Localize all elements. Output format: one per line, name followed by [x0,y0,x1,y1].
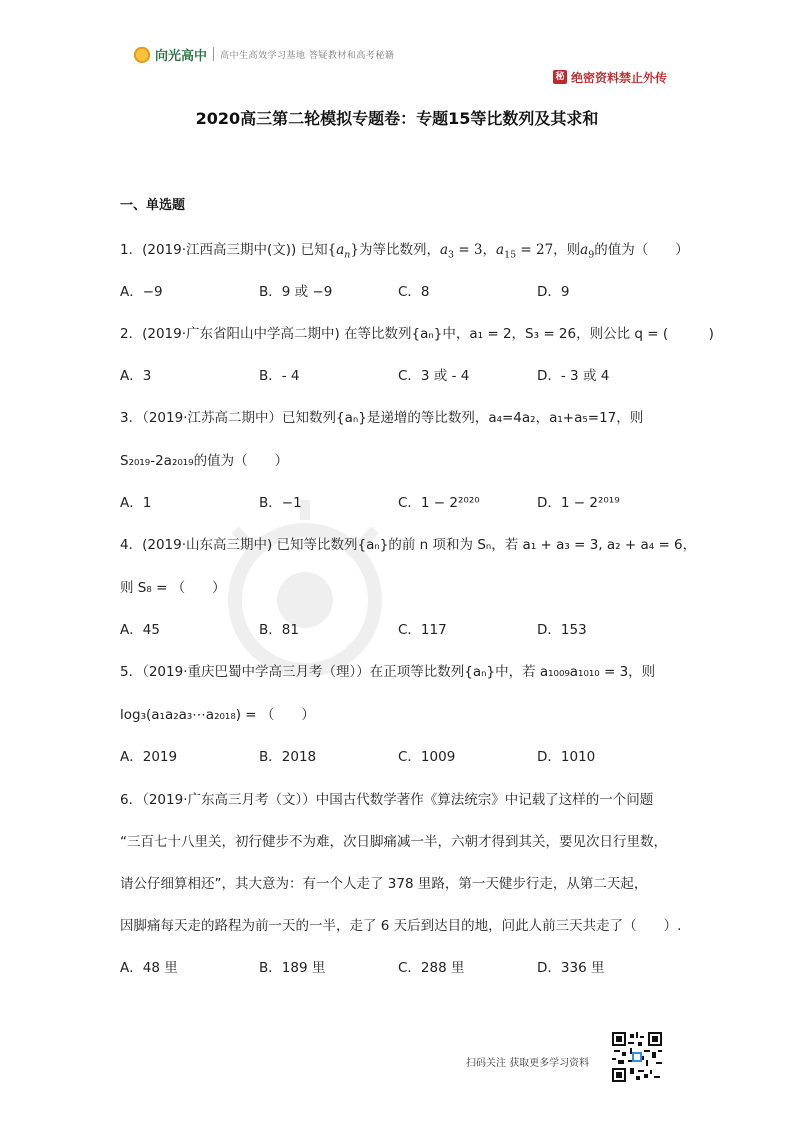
question-1-options [120,280,680,300]
question-6: 6．（2019·广东高三月考（文））中国古代数学著作《算法统宗》中记载了这样的一个问题 [120,792,654,808]
qr-code-icon[interactable] [612,1032,662,1082]
question-5-cont: log₃(a₁a₂a₃⋯a₂₀₁₈) = （ ） [120,707,315,723]
option-b[interactable]: B．189 里 [259,960,326,976]
option-d[interactable]: D．1010 [537,749,596,765]
qr-caption: 扫码关注 获取更多学习资料 [466,1058,590,1069]
question-2: 2．(2019·广东省阳山中学高二期中) 在等比数列{aₙ}中，a₁ = 2，S₃ = 26，则公比 q = ( ) [120,326,714,342]
confidential-text: 绝密资料禁止外传 [571,70,668,85]
document-title: 2020高三第二轮模拟专题卷：专题15等比数列及其求和 [195,109,599,128]
option-c[interactable]: C．288 里 [398,960,465,976]
seal-icon: 秘 [553,70,567,84]
question-4-cont: 则 S₈ = （ ） [120,580,226,596]
question-1: 1．(2019·江西高三期中(文)) 已知$\{a_n\}$为等比数列，$a_3 = 3$，$a_{15} = 27$，则$a_9$的值为（ ） [120,242,689,261]
question-6-options [120,956,680,976]
sun-logo-icon [133,45,151,63]
question-4-options [120,618,680,638]
option-a[interactable]: A．−9 [120,284,163,300]
confidential-badge [553,68,667,86]
option-b[interactable]: B．- 4 [259,368,300,384]
question-3-cont: S₂₀₁₉-2a₂₀₁₉的值为（ ） [120,453,289,469]
question-5: 5．（2019·重庆巴蜀中学高三月考（理））在正项等比数列{aₙ}中，若 a₁₀₀₉a₁₀₁₀ = 3，则 [120,664,656,680]
option-d[interactable]: D．336 里 [537,960,605,976]
option-b[interactable]: B．9 或 −9 [259,284,333,300]
question-2-options [120,364,680,384]
option-b[interactable]: B．81 [259,622,299,638]
option-c[interactable]: C．3 或 - 4 [398,368,470,384]
brand-slogan: 高中生高效学习基地 答疑教材和高考秘籍 [220,50,395,61]
question-6-line2: “三百七十八里关，初行健步不为难，次日脚痛减一半，六朝才得到其关，要见次日行里数， [120,834,667,850]
option-a[interactable]: A．2019 [120,749,178,765]
option-c[interactable]: C．8 [398,284,430,300]
option-a[interactable]: A．1 [120,495,152,511]
option-d[interactable]: D．- 3 或 4 [537,368,610,384]
option-a[interactable]: A．48 里 [120,960,178,976]
section-heading: 一、单选题 [120,198,186,213]
option-b[interactable]: B．−1 [259,495,302,511]
option-b[interactable]: B．2018 [259,749,317,765]
question-6-line3: 请公仔细算相还”，其大意为：有一个人走了 378 里路，第一天健步行走，从第二天起， [120,876,648,892]
brand-name: 向光高中 [155,48,208,64]
watermark-logo-icon [215,430,635,750]
header-logo [133,43,394,65]
option-a[interactable]: A．45 [120,622,160,638]
option-c[interactable]: C．1 − 2²⁰²⁰ [398,495,480,511]
question-4: 4．(2019·山东高三期中) 已知等比数列{aₙ}的前 n 项和为 Sₙ，若 a₁ + a₃ = 3, a₂ + a₄ = 6， [120,537,697,553]
question-5-options [120,745,680,765]
question-6-line4: 因脚痛每天走的路程为前一天的一半，走了 6 天后到达目的地，问此人前三天共走了（ ）. [120,918,682,934]
option-c[interactable]: C．1009 [398,749,456,765]
question-3: 3．（2019·江苏高二期中）已知数列{aₙ}是递增的等比数列，a₄=4a₂，a₁+a₅=17，则 [120,410,644,426]
option-a[interactable]: A．3 [120,368,152,384]
option-d[interactable]: D．153 [537,622,587,638]
question-3-options [120,491,680,511]
option-c[interactable]: C．117 [398,622,447,638]
option-d[interactable]: D．9 [537,284,570,300]
header-divider [213,47,214,61]
option-d[interactable]: D．1 − 2²⁰¹⁹ [537,495,620,511]
